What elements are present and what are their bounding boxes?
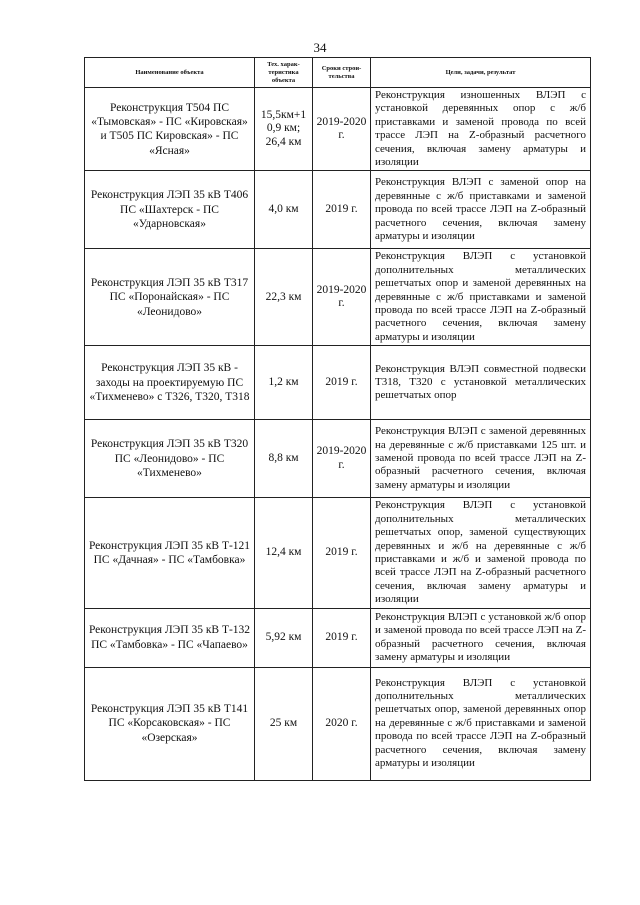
- table-row: [85, 667, 591, 780]
- table-body: [85, 88, 591, 781]
- object-name-cell: Реконструкция ЛЭП 35 кВ - заходы на проектируемую ПС «Тихменево» с Т326, Т320, Т318: [85, 346, 255, 420]
- characteristics-cell: 4,0 км: [255, 171, 313, 249]
- object-name-cell: Реконструкция ЛЭП 35 кВ Т141 ПС «Корсаковская» - ПС «Озерская»: [85, 667, 255, 780]
- object-name-cell: Реконструкция ЛЭП 35 кВ Т317 ПС «Поронайская» - ПС «Леонидово»: [85, 249, 255, 346]
- object-name-cell: Реконструкция ЛЭП 35 кВ Т-121 ПС «Дачная» - ПС «Тамбовка»: [85, 498, 255, 608]
- goals-cell: Реконструкция ВЛЭП с заменой опор на деревянные с ж/б приставками и заменой провода по всей трассе ЛЭП на Z-образный расчетного сечения, включая замену арматуры и изоляции: [371, 171, 591, 249]
- term-cell: 2019 г.: [313, 346, 371, 420]
- goals-cell: Реконструкция ВЛЭП с установкой дополнительных металлических решетчатых опор, заменой деревянных опор на деревянные с ж/б приставками и заменой провода по всей трассе ЛЭП на Z-образный расчетного сечения, включая замену арматуры и изоляции: [371, 667, 591, 780]
- page-number: 34: [313, 40, 327, 55]
- object-name-cell: Реконструкция ЛЭП 35 кВ Т-132 ПС «Тамбовка» - ПС «Чапаево»: [85, 608, 255, 667]
- header-construction-term: Сроки строи-тельства: [313, 58, 371, 88]
- term-cell: 2019-2020 г.: [313, 249, 371, 346]
- goals-cell: Реконструкция ВЛЭП с заменой деревянных на деревянные с ж/б приставками 125 шт. и заменой провода по всей трассе ЛЭП на Z-образный расчетного сечения, включая замену арматуры и изоляции: [371, 420, 591, 498]
- projects-table: [84, 57, 591, 781]
- goals-cell: Реконструкция ВЛЭП с установкой дополнительных металлических решетчатых опор, заменой существующих деревянных и ж/б на деревянные с ж/б приставками и ж/б и заменой провода по всей трассе ЛЭП на Z-образный расчетного сечения, включая замену арматуры и изоляции: [371, 498, 591, 608]
- characteristics-cell: 8,8 км: [255, 420, 313, 498]
- table-row: [85, 171, 591, 249]
- characteristics-cell: 5,92 км: [255, 608, 313, 667]
- characteristics-cell: 22,3 км: [255, 249, 313, 346]
- table-header: [85, 58, 591, 88]
- header-characteristics: Тех. харак-теристика объекта: [255, 58, 313, 88]
- characteristics-cell: 25 км: [255, 667, 313, 780]
- header-row: [85, 58, 591, 88]
- term-cell: 2019 г.: [313, 171, 371, 249]
- table-row: [85, 498, 591, 608]
- term-cell: 2019 г.: [313, 498, 371, 608]
- goals-cell: Реконструкция ВЛЭП совместной подвески Т318, Т320 с установкой металлических решетчатых опор: [371, 346, 591, 420]
- object-name-cell: Реконструкция ЛЭП 35 кВ Т320 ПС «Леонидово» - ПС «Тихменево»: [85, 420, 255, 498]
- table-row: [85, 608, 591, 667]
- object-name-cell: Реконструкция ЛЭП 35 кВ Т406 ПС «Шахтерск - ПС «Ударновская»: [85, 171, 255, 249]
- goals-cell: Реконструкция ВЛЭП с установкой ж/б опор и заменой провода по всей трассе ЛЭП на Z-образный расчетного сечения, включая замену арматуры и изоляции: [371, 608, 591, 667]
- characteristics-cell: 15,5км+1 0,9 км; 26,4 км: [255, 88, 313, 171]
- table-row: [85, 420, 591, 498]
- term-cell: 2019-2020 г.: [313, 420, 371, 498]
- term-cell: 2019 г.: [313, 608, 371, 667]
- characteristics-cell: 1,2 км: [255, 346, 313, 420]
- table-row: [85, 249, 591, 346]
- object-name-cell: Реконструкция Т504 ПС «Тымовская» - ПС «Кировская» и Т505 ПС Кировская» - ПС «Ясная»: [85, 88, 255, 171]
- goals-cell: Реконструкция изношенных ВЛЭП с установкой деревянных опор с ж/б приставками и заменой провода по всей трассе ЛЭП на Z-образный расчетного сечения, включая замену арматуры и изоляции: [371, 88, 591, 171]
- characteristics-cell: 12,4 км: [255, 498, 313, 608]
- term-cell: 2020 г.: [313, 667, 371, 780]
- table-row: [85, 346, 591, 420]
- table-row: [85, 88, 591, 171]
- header-object-name: Наименование объекта: [85, 58, 255, 88]
- header-goals: Цели, задачи, результат: [371, 58, 591, 88]
- term-cell: 2019-2020 г.: [313, 88, 371, 171]
- goals-cell: Реконструкция ВЛЭП с установкой дополнительных металлических решетчатых опор и заменой деревянных на деревянные с ж/б приставками и заменой провода по всей трассе ЛЭП на Z-образный расчетного сечения, включая замену арматуры и изоляции: [371, 249, 591, 346]
